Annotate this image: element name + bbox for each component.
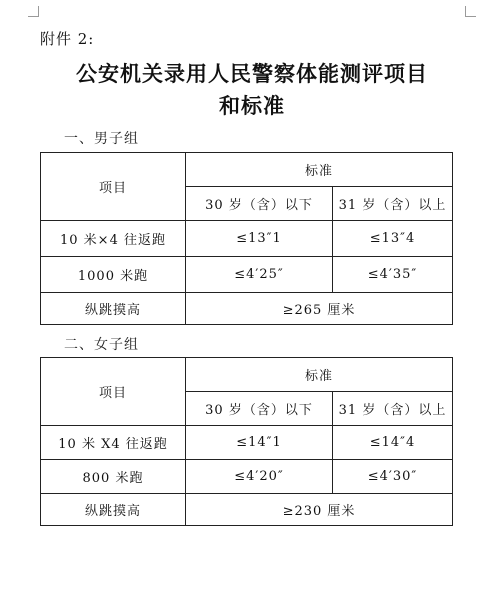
standard-merged-cell: ≥230 厘米 <box>186 494 453 526</box>
table-row <box>41 257 453 293</box>
item-cell: 10 米 X4 往返跑 <box>41 426 186 460</box>
page-margin-corner-mark-left <box>28 6 39 17</box>
standard-value-cell: ≤14″4 <box>333 426 453 460</box>
standard-merged-cell: ≥265 厘米 <box>186 293 453 325</box>
item-cell: 纵跳摸高 <box>41 494 186 526</box>
table-row <box>41 426 453 460</box>
attachment-label: 附件 2: <box>40 30 95 48</box>
section-heading-male: 一、男子组 <box>64 131 139 147</box>
header-standard-cell: 标准 <box>186 358 453 392</box>
standard-value-cell: ≤4′20″ <box>186 460 333 494</box>
table-row <box>41 494 453 526</box>
header-age-group-1-cell: 30 岁（含）以下 <box>186 187 333 221</box>
item-cell: 800 米跑 <box>41 460 186 494</box>
standard-value-cell: ≤4′35″ <box>333 257 453 293</box>
page-margin-corner-mark-right <box>465 6 476 17</box>
header-standard-cell: 标准 <box>186 153 453 187</box>
header-item-cell: 项目 <box>41 153 186 221</box>
table-row <box>41 293 453 325</box>
item-cell: 1000 米跑 <box>41 257 186 293</box>
standard-value-cell: ≤4′25″ <box>186 257 333 293</box>
header-item-cell: 项目 <box>41 358 186 426</box>
standard-value-cell: ≤13″4 <box>333 221 453 257</box>
standard-value-cell: ≤13″1 <box>186 221 333 257</box>
standard-value-cell: ≤14″1 <box>186 426 333 460</box>
table-row <box>41 221 453 257</box>
item-cell: 纵跳摸高 <box>41 293 186 325</box>
table-row <box>41 460 453 494</box>
item-cell: 10 米×4 往返跑 <box>41 221 186 257</box>
standard-value-cell: ≤4′30″ <box>333 460 453 494</box>
document-title-line-1: 公安机关录用人民警察体能测评项目 <box>76 62 428 86</box>
document-title-line-2: 和标准 <box>219 94 285 118</box>
header-age-group-1-cell: 30 岁（含）以下 <box>186 392 333 426</box>
section-heading-female: 二、女子组 <box>64 337 139 353</box>
header-age-group-2-cell: 31 岁（含）以上 <box>333 187 453 221</box>
female-standards-table <box>40 357 453 526</box>
male-standards-table <box>40 152 453 325</box>
header-age-group-2-cell: 31 岁（含）以上 <box>333 392 453 426</box>
